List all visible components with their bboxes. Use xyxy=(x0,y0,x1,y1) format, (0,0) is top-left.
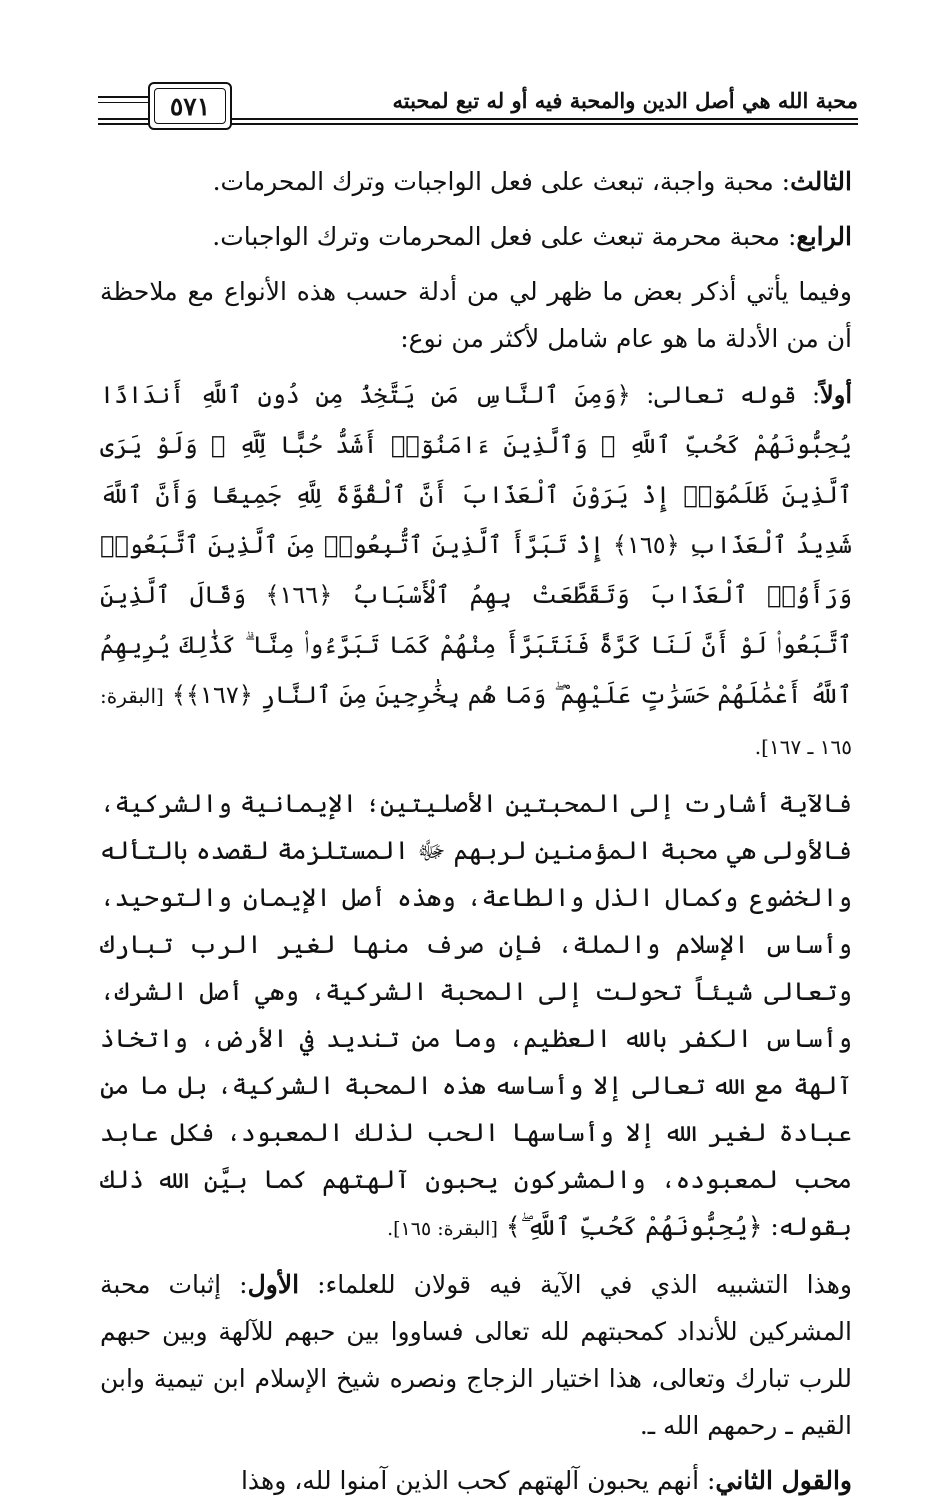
page-body xyxy=(100,158,852,1504)
lead-term: الأول xyxy=(247,1270,300,1299)
lead-term: الرابع xyxy=(796,222,852,251)
paragraph-three xyxy=(100,1261,852,1449)
verse-reference: [البقرة: ١٦٥]. xyxy=(387,1218,498,1240)
lead-term: الثالث xyxy=(790,167,852,196)
verse-reference: [البقرة: ١٦٥ ـ ١٦٧]. xyxy=(100,684,852,759)
page-number-frame xyxy=(148,82,232,130)
paragraph-text: : محبة محرمة تبعث على فعل المحرمات وترك الواجبات. xyxy=(212,222,797,251)
lead-term: والقول الثاني xyxy=(715,1466,852,1495)
paragraph-two xyxy=(100,780,852,1253)
paragraph-four xyxy=(100,1457,852,1504)
paragraph-text: : إثبات محبة المشركين للأنداد كمحبتهم لله تعالى فساووا بين حبهم للآلهة وبين حبهم للرب تبارك وتعالى، هذا اختيار الزجاج ونصره شيخ الإسلام ابن تيمية وابن القيم ـ رحمهم الله ـ. xyxy=(100,1270,852,1440)
page-number: ٥٧١ xyxy=(169,91,211,121)
page-header xyxy=(98,82,858,130)
paragraph-first-evidence xyxy=(100,370,852,772)
paragraph-third xyxy=(100,158,852,205)
paragraph-text: وهذا التشبيه الذي في الآية فيه قولان للعلماء: xyxy=(317,1270,852,1299)
paragraph-text: فالآية أشارت إلى المحبتين الأصليتين؛ الإيمانية والشركية، فالأولى هي محبة المؤمنين لربهم ﷻ المستلزمة لقصده بالتأله والخضوع وكمال الذل والطاعة، وهذه أصل الإيمان والتوحيد، وأساس الإسلام والملة، فإن صرف منها لغير الرب تبارك وتعالى شيئاً تحولت إلى المحبة الشركية، وهي أصل الشرك، وأساس الكفر بالله العظيم، وما من تنديد في الأرض، واتخاذ آلهة مع الله تعالى إلا وأساسه هذه المحبة الشركية، بل ما من عبادة لغير الله إلا وأساسها الحب لذلك المعبود، فكل عابد محب لمعبوده، والمشركون يحبون آلهتهم كما بيَّن الله ذلك بقوله: xyxy=(100,789,852,1241)
paragraph-fourth xyxy=(100,213,852,260)
paragraph-text: : أنهم يحبون آلهتهم كحب الذين آمنوا لله، وهذا xyxy=(240,1466,716,1495)
lead-term: أولاً xyxy=(820,380,852,409)
paragraph-text: : محبة واجبة، تبعث على فعل الواجبات وترك المحرمات. xyxy=(212,167,791,196)
paragraph-intro: وفيما يأتي أذكر بعض ما ظهر لي من أدلة حسب هذه الأنواع مع ملاحظة أن من الأدلة ما هو عام شامل لأكثر من نوع: xyxy=(100,277,852,353)
ornament-lines xyxy=(98,96,148,112)
quran-verse: : قوله تعالى: ﴿وَمِنَ ٱلنَّاسِ مَن يَتَّخِذُ مِن دُونِ ٱللَّهِ أَندَادًا يُحِبُّونَهُمْ كَحُبِّ ٱللَّهِ ۖ وَٱلَّذِينَ ءَامَنُوٓا۟ أَشَدُّ حُبًّا لِّلَّهِ ۗ وَلَوْ يَرَى ٱلَّذِينَ ظَلَمُوٓا۟ إِذْ يَرَوْنَ ٱلْعَذَابَ أَنَّ ٱلْقُوَّةَ لِلَّهِ جَمِيعًا وَأَنَّ ٱللَّهَ شَدِيدُ ٱلْعَذَابِ ﴿١٦٥﴾ إِذْ تَبَرَّأَ ٱلَّذِينَ ٱتُّبِعُوا۟ مِنَ ٱلَّذِينَ ٱتَّبَعُوا۟ وَرَأَوُا۟ ٱلْعَذَابَ وَتَقَطَّعَتْ بِهِمُ ٱلْأَسْبَابُ ﴿١٦٦﴾ وَقَالَ ٱلَّذِينَ ٱتَّبَعُوا۟ لَوْ أَنَّ لَنَا كَرَّةً فَنَتَبَرَّأَ مِنْهُمْ كَمَا تَبَرَّءُوا۟ مِنَّا ۗ كَذَٰلِكَ يُرِيهِمُ ٱللَّهُ أَعْمَٰلَهُمْ حَسَرَٰتٍ عَلَيْهِمْ ۖ وَمَا هُم بِخَٰرِجِينَ مِنَ ٱلنَّارِ ﴿١٦٧﴾﴾ xyxy=(100,381,853,709)
running-title: محبة الله هي أصل الدين والمحبة فيه أو له تبع لمحبته xyxy=(392,88,858,113)
quran-quote: ﴿يُحِبُّونَهُمْ كَحُبِّ ٱللَّهِ ۖ﴾ xyxy=(505,1212,763,1241)
